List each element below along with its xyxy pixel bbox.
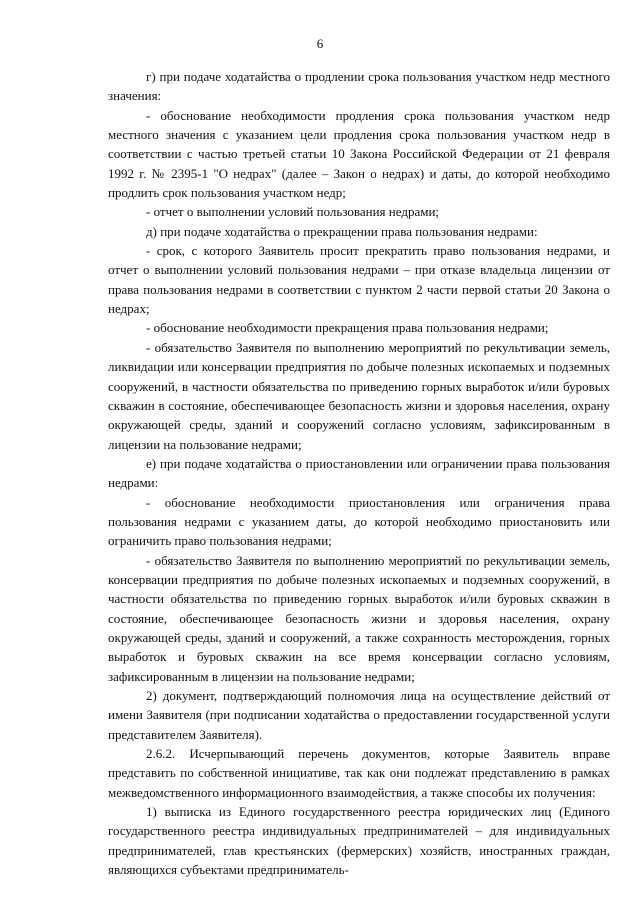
paragraph-reclamation-obligation-liquidation: - обязательство Заявителя по выполнению мероприятий по рекультивации земель, ликвидации или консервации предприятия по добыче полезных ископаемых и подземных сооружений, в частности обязательства по приведению горных выработок и/или буровых скважин в состояние, обеспечивающее безопасность жизни и здоровья населения, охрану окружающей среды, зданий и сооружений согласно условиям, зафиксированным в лицензии на пользование недрами;: [108, 339, 610, 452]
paragraph-reclamation-obligation-conservation: - обязательство Заявителя по выполнению мероприятий по рекультивации земель, консервации предприятия по добыче полезных ископаемых и подземных сооружений, в частности обязательства по приведению горных выработок и/или буровых скважин в состояние, обеспечивающее безопасность жизни и здоровья населения, охрану окружающей среды, зданий и сооружений, а также сохранность месторождения, горных выработок и буровых скважин на все время консервации согласно условиям, зафиксированным в лицензии на пользование недрами;: [108, 552, 610, 684]
paragraph-e-suspension-request: е) при подаче ходатайства о приостановлении или ограничении права пользования недрами:: [108, 455, 610, 491]
page-number: 6: [316, 36, 324, 51]
paragraph-g-extension-request: г) при подаче ходатайства о продлении срока пользования участком недр местного значения:: [108, 69, 610, 104]
paragraph-termination-justification: - обоснование необходимости прекращения права пользования недрами;: [146, 320, 549, 336]
paragraph-d-termination-request: д) при подаче ходатайства о прекращении права пользования недрами:: [146, 223, 538, 239]
paragraph-compliance-report: - отчет о выполнении условий пользования недрами;: [146, 204, 440, 220]
paragraph-suspension-justification: - обоснование необходимости приостановления или ограничения права пользования недрами с указанием даты, до которой необходимо приостановить или ограничить право пользования недрами;: [108, 494, 610, 549]
paragraph-extension-justification: - обоснование необходимости продления срока пользования участком недр местного значения с указанием цели продления срока пользования участком недр в соответствии с частью третьей статьи 10 Закона Российской Федерации от 21 февраля 1992 г. № 2395-1 "О недрах" (далее – Закон о недрах) и даты, до которой необходимо продлить срок пользования участком недр;: [108, 107, 610, 201]
document-body: [108, 67, 610, 879]
paragraph-2-6-2-document-list: 2.6.2. Исчерпывающий перечень документов, которые Заявитель вправе представить по собственной инициативе, так как они подлежат представлению в рамках межведомственного информационного взаимодействия, а также способы их получения:: [108, 746, 610, 800]
paragraph-authority-document: 2) документ, подтверждающий полномочия лица на осуществление действий от имени Заявителя (при подписании ходатайства о предоставлении государственной услуги представителем Заявителя).: [108, 688, 610, 742]
paragraph-registry-extract: 1) выписка из Единого государственного реестра юридических лиц (Единого государственного реестра индивидуальных предпринимателей – для индивидуальных предпринимателей, глав крестьянских (фермерских) хозяйств, иностранных граждан, являющихся субъектами предприниматель-: [108, 804, 610, 878]
paragraph-termination-date: - срок, с которого Заявитель просит прекратить право пользования недрами, и отчет о выполнении условий пользования недрами – при отказе владельца лицензии от права пользования недрами в соответствии с пунктом 2 части первой статьи 20 Закона о недрах;: [108, 243, 610, 317]
